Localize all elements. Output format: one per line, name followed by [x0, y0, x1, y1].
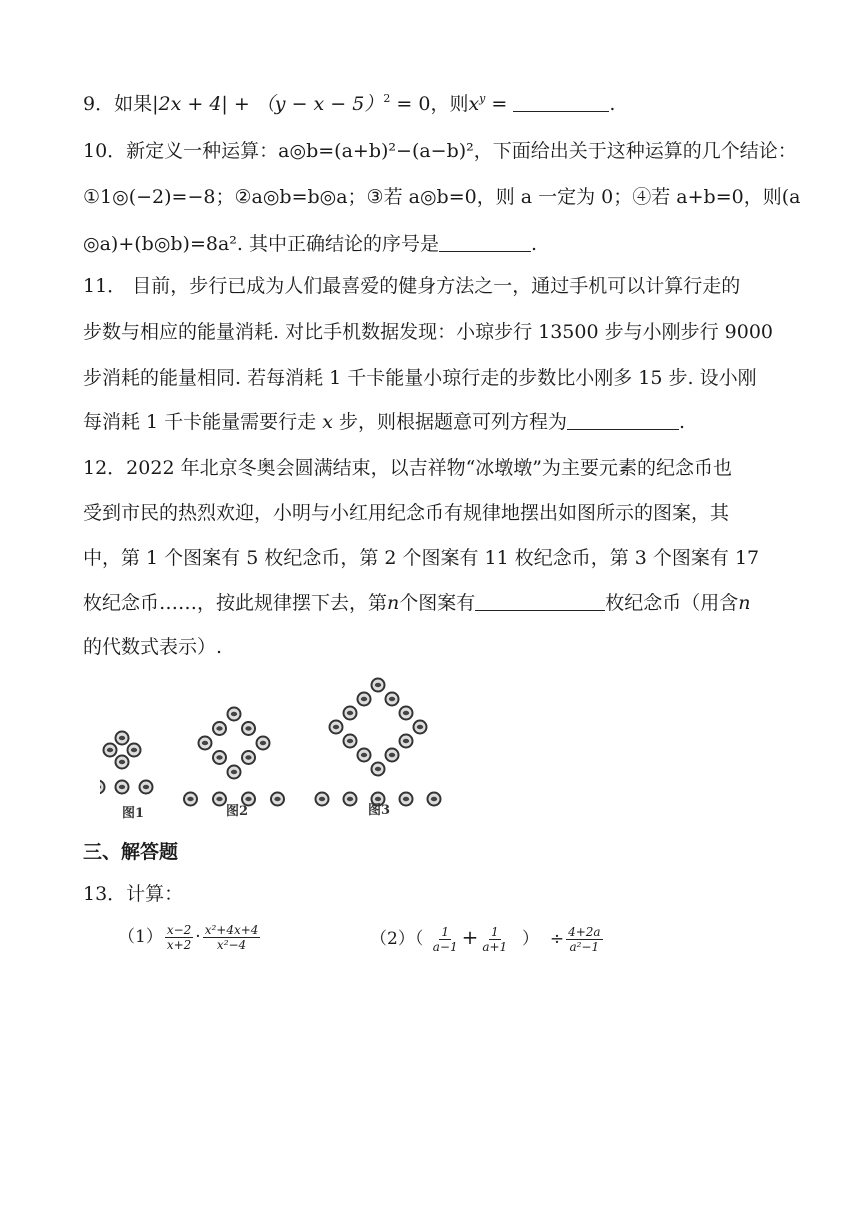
coin [316, 793, 329, 806]
q9-number: 9． [83, 93, 115, 115]
coin [242, 722, 255, 735]
q9-middle: ，则 [430, 93, 469, 115]
coin [358, 693, 371, 706]
q11-var-x: x [322, 411, 333, 433]
q13-p2-fraction3 [566, 925, 602, 954]
q9-answer-blank[interactable] [513, 91, 609, 112]
q10-line2: ①1◎(−2)=−8；②a◎b=b◎a；③若 a◎b=0，则 a 一定为 0；④若 a+b=0，则(a [83, 186, 801, 208]
q12-line4-mid: 个图案有 [399, 592, 476, 614]
coin [428, 793, 441, 806]
coin [400, 735, 413, 748]
coin-pattern-figures [100, 668, 460, 824]
q13-p1-fraction1 [165, 923, 193, 952]
coin [184, 793, 197, 806]
q10-line3 [83, 230, 800, 258]
q9-expr1: |2x + 4| + （y − x − 5） [152, 93, 384, 115]
q13-part2 [370, 917, 605, 959]
figure-2-label: 图2 [226, 804, 249, 819]
q9-base: x [468, 93, 480, 115]
q12-var-n: n [387, 592, 400, 614]
coin [100, 781, 105, 794]
figure-2 [184, 708, 284, 806]
coin [344, 735, 357, 748]
q13-p2-f2-denominator: a+1 [482, 940, 508, 954]
coin [400, 793, 413, 806]
coin [400, 707, 413, 720]
coin [128, 744, 141, 757]
figure-3-label: 图3 [368, 803, 391, 818]
coin [116, 756, 129, 769]
coin [330, 721, 343, 734]
q13-p1-label: （1） [118, 927, 163, 947]
q11-answer-blank[interactable] [567, 409, 679, 430]
q11-line4 [83, 408, 800, 436]
q9-expr2: = 0 [390, 93, 431, 115]
coin [242, 751, 255, 764]
figure-1-label: 图1 [122, 806, 145, 821]
q13-p1-dot: · [195, 927, 201, 947]
coin [213, 751, 226, 764]
q13-p2-label: （2）（ [370, 929, 424, 949]
coin [372, 763, 385, 776]
q13-p2-divide: ÷ [549, 929, 565, 949]
q12-answer-blank[interactable] [475, 590, 605, 611]
coin [104, 744, 117, 757]
figure-1 [100, 732, 153, 794]
q12-line4 [83, 589, 800, 617]
q11-line1: 11． 目前，步行已成为人们最喜爱的健身方法之一，通过手机可以计算行走的 [83, 275, 741, 297]
coin [228, 708, 241, 721]
coin [116, 781, 129, 794]
q10-end: . [531, 233, 538, 255]
q9-eq: = [485, 93, 514, 115]
coin [344, 793, 357, 806]
q13-p1-f2-numerator: x²+4x+4 [204, 923, 259, 937]
q12-line4-pre: 枚纪念币……，按此规律摆下去，第 [83, 592, 388, 614]
coin [213, 793, 226, 806]
coin [116, 732, 129, 745]
q13-p1-f1-numerator: x−2 [166, 923, 192, 937]
q9-power: y [479, 92, 486, 105]
q13-p2-f3-numerator: 4+2a [568, 925, 601, 939]
coin [257, 737, 270, 750]
q13-p1-fraction2 [203, 923, 261, 952]
q12-var-n2: n [738, 592, 751, 614]
q11-line2: 步数与相应的能量消耗. 对比手机数据发现：小琼步行 13500 步与小刚步行 9000 [83, 321, 773, 343]
figure-3 [316, 679, 441, 806]
q11-line4-mid: 步，则根据题意可列方程为 [338, 411, 567, 433]
q13-p2-close: ） [522, 929, 539, 949]
q9-exponent: 2 [383, 92, 391, 105]
q11-line4-pre: 每消耗 1 千卡能量需要行走 [83, 411, 317, 433]
q10-line3-text: ◎a)+(b◎b)=8a². 其中正确结论的序号是 [83, 233, 440, 255]
q13-p2-f3-denominator: a²−1 [569, 940, 600, 954]
q12-line4-post: 枚纪念币（用含 [605, 592, 739, 614]
q13-part1 [118, 917, 262, 957]
q13-p2-plus: + [461, 925, 479, 949]
q12-line1: 12．2022 年北京冬奥会圆满结束，以吉祥物“冰墩墩”为主要元素的纪念币也 [83, 457, 732, 479]
coin [140, 781, 153, 794]
q13-p1-f2-denominator: x²−4 [216, 938, 247, 952]
coin [358, 749, 371, 762]
q13-p1-f1-denominator: x+2 [166, 938, 192, 952]
q9-prefix: 如果 [114, 93, 153, 115]
question-9 [83, 90, 800, 118]
q13-p2-f1-denominator: a−1 [432, 940, 458, 954]
q13-p2-fraction1 [431, 925, 460, 954]
q11-end: . [679, 411, 686, 433]
q12-line5: 的代数式表示）. [83, 636, 223, 658]
q9-end: . [609, 93, 616, 115]
coin [199, 737, 212, 750]
coin [271, 793, 284, 806]
section-heading: 三、解答题 [83, 841, 179, 863]
q12-line3: 中，第 1 个图案有 5 枚纪念币，第 2 个图案有 11 枚纪念币，第 3 个图案有 17 [83, 547, 760, 569]
q12-line2: 受到市民的热烈欢迎，小明与小红用纪念币有规律地摆出如图所示的图案，其 [83, 502, 730, 524]
q13-p2-f1-numerator: 1 [441, 925, 449, 939]
coin [386, 693, 399, 706]
coin [228, 766, 241, 779]
q13-title: 13．计算： [83, 883, 184, 905]
q13-p2-fraction2 [480, 925, 509, 954]
coin [344, 707, 357, 720]
coin [372, 679, 385, 692]
q10-answer-blank[interactable] [439, 231, 531, 252]
q13-p2-f2-numerator: 1 [490, 925, 499, 939]
coin [386, 749, 399, 762]
q10-line1: 10．新定义一种运算：a◎b=(a+b)²−(a−b)²，下面给出关于这种运算的几个结论： [83, 140, 797, 162]
coin [414, 721, 427, 734]
q11-line3: 步消耗的能量相同. 若每消耗 1 千卡能量小琼行走的步数比小刚多 15 步. 设小刚 [83, 367, 757, 389]
coin [213, 722, 226, 735]
